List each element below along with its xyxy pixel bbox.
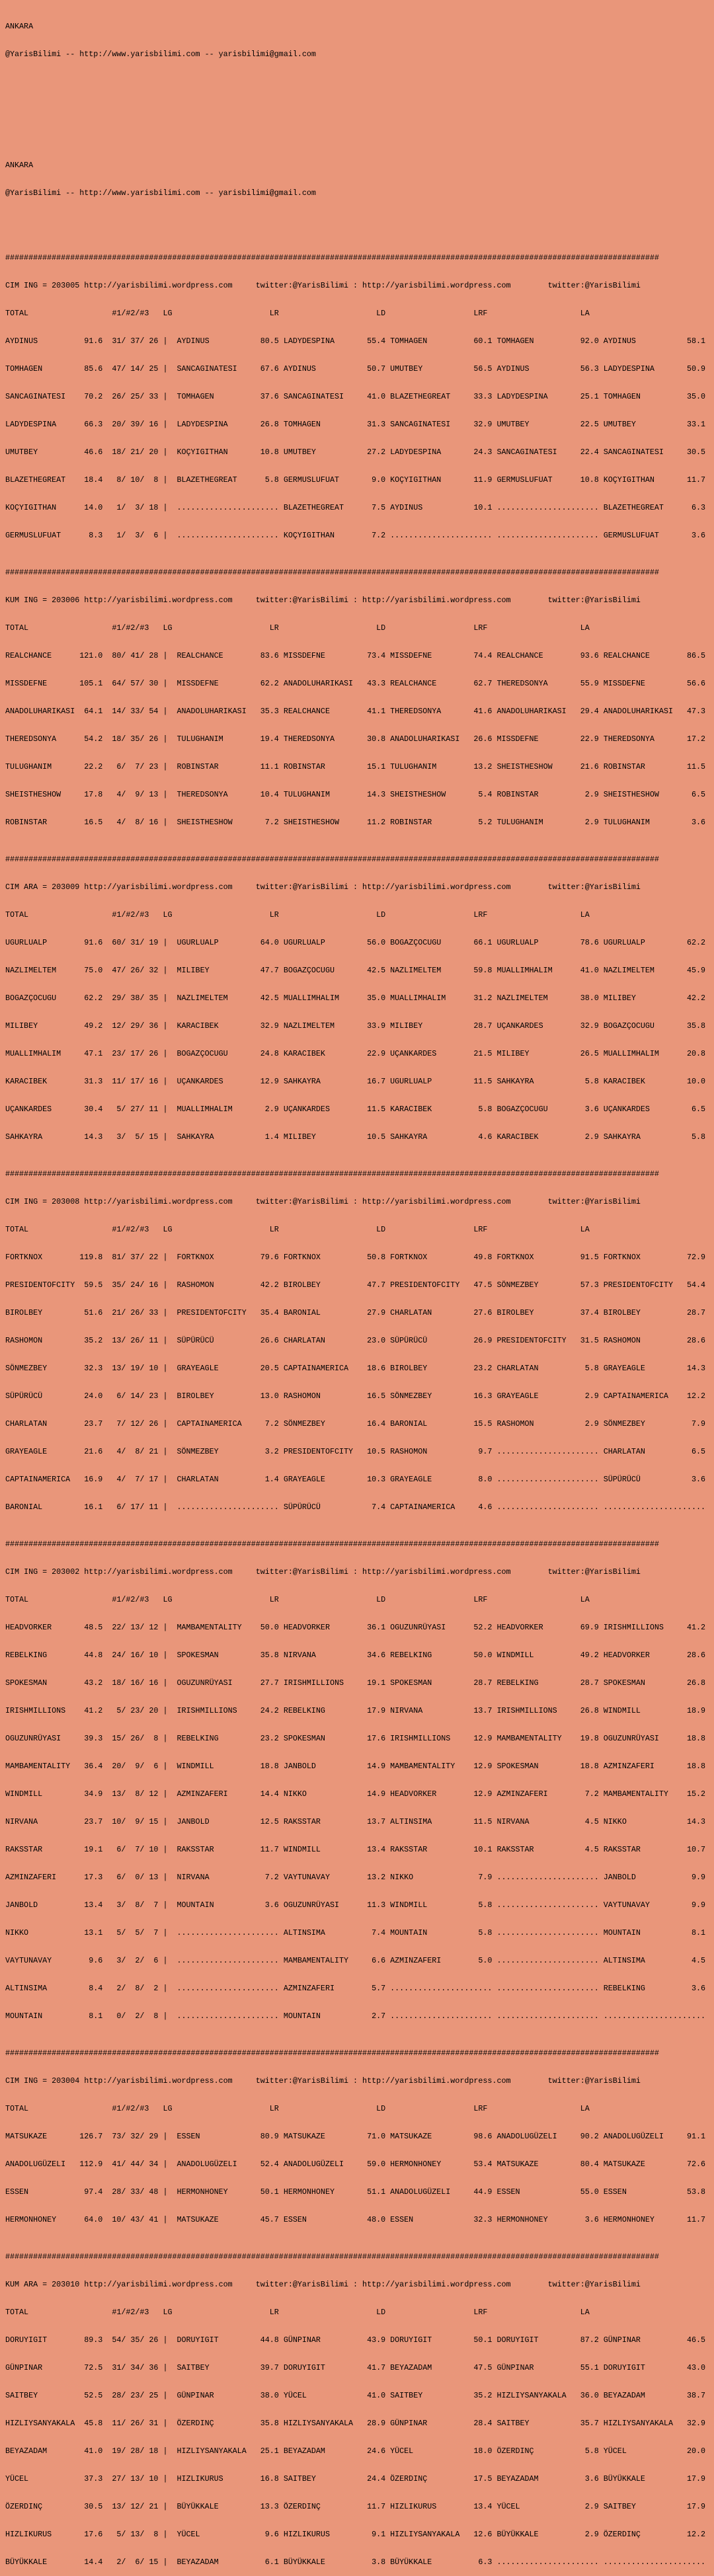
table-row: GÜNPINAR 72.5 31/ 34/ 36 | SAITBEY 39.7 DORUYIGIT 41.7 BEYAZADAM 47.5 GÜNPINAR 55.1 DORUYIGIT 43.0 xyxy=(5,2363,706,2372)
table-row: LADYDESPINA 66.3 20/ 39/ 16 | LADYDESPINA 26.8 TOMHAGEN 31.3 SANCAGINATESI 32.9 UMUTBEY 22.5 UMUTBEY 33.1 xyxy=(5,420,706,429)
table-row: SÖNMEZBEY 32.3 13/ 19/ 10 | GRAYEAGLE 20.5 CAPTAINAMERICA 18.6 BIROLBEY 23.2 CHARLATAN 5.8 GRAYEAGLE 14.3 xyxy=(5,1364,706,1373)
race-header: CIM ING = 203008 http://yarisbilimi.wordpress.com twitter:@YarisBilimi : http://yarisbilimi.wordpress.com twitter:@YarisBilimi xyxy=(5,1197,641,1206)
column-header: TOTAL #1/#2/#3 LG LR LD LRF LA xyxy=(5,2104,590,2113)
separator-line: ############################################################################################################################################# xyxy=(5,1540,659,1549)
column-header: TOTAL #1/#2/#3 LG LR LD LRF LA xyxy=(5,2308,590,2317)
race-header: CIM ARA = 203009 http://yarisbilimi.wordpress.com twitter:@YarisBilimi : http://yarisbilimi.wordpress.com twitter:@YarisBilimi xyxy=(5,882,641,892)
table-row: GERMUSLUFUAT 8.3 1/ 3/ 6 | ...................... KOÇYIGITHAN 7.2 ...................... ...................... GERMUSLUFUAT 3.6 xyxy=(5,531,706,540)
table-row: FORTKNOX 119.8 81/ 37/ 22 | FORTKNOX 79.6 FORTKNOX 50.8 FORTKNOX 49.8 FORTKNOX 91.5 FORTKNOX 72.9 xyxy=(5,1253,706,1262)
blank-line xyxy=(5,77,714,87)
table-row: UGURLUALP 91.6 60/ 31/ 19 | UGURLUALP 64.0 UGURLUALP 56.0 BOGAZÇOCUGU 66.1 UGURLUALP 78.6 UGURLUALP 62.2 xyxy=(5,938,706,947)
table-row: DORUYIGIT 89.3 54/ 35/ 26 | DORUYIGIT 44.8 GÜNPINAR 43.9 DORUYIGIT 50.1 DORUYIGIT 87.2 GÜNPINAR 46.5 xyxy=(5,2335,706,2345)
table-row: WINDMILL 34.9 13/ 8/ 12 | AZMINZAFERI 14.4 NIKKO 14.9 HEADVORKER 12.9 AZMINZAFERI 7.2 MAMBAMENTALITY 15.2 xyxy=(5,1789,706,1799)
race-header: CIM ING = 203005 http://yarisbilimi.wordpress.com twitter:@YarisBilimi : http://yarisbilimi.wordpress.com twitter:@YarisBilimi xyxy=(5,281,641,290)
table-row: REALCHANCE 121.0 80/ 41/ 28 | REALCHANCE 83.6 MISSDEFNE 73.4 MISSDEFNE 74.4 REALCHANCE 93.6 REALCHANCE 86.5 xyxy=(5,651,706,660)
table-row: BIROLBEY 51.6 21/ 26/ 33 | PRESIDENTOFCITY 35.4 BARONIAL 27.9 CHARLATAN 27.6 BIROLBEY 37.4 BIROLBEY 28.7 xyxy=(5,1308,706,1317)
column-header: TOTAL #1/#2/#3 LG LR LD LRF LA xyxy=(5,623,590,633)
race-header: KUM ING = 203006 http://yarisbilimi.wordpress.com twitter:@YarisBilimi : http://yarisbilimi.wordpress.com twitter:@YarisBilimi xyxy=(5,596,641,605)
table-row: TOMHAGEN 85.6 47/ 14/ 25 | SANCAGINATESI 67.6 AYDINUS 50.7 UMUTBEY 56.5 AYDINUS 56.3 LADYDESPINA 50.9 xyxy=(5,364,706,373)
column-header: TOTAL #1/#2/#3 LG LR LD LRF LA xyxy=(5,309,590,318)
race-header: CIM ING = 203004 http://yarisbilimi.wordpress.com twitter:@YarisBilimi : http://yarisbilimi.wordpress.com twitter:@YarisBilimi xyxy=(5,2076,641,2086)
table-row: NIKKO 13.1 5/ 5/ 7 | ...................... ALTINSIMA 7.4 MOUNTAIN 5.8 ...................... MOUNTAIN 8.1 xyxy=(5,1928,706,1937)
table-row: ALTINSIMA 8.4 2/ 8/ 2 | ...................... AZMINZAFERI 5.7 ...................... ...................... REBELKING 3.6 xyxy=(5,1984,706,1993)
table-row: SAITBEY 52.5 28/ 23/ 25 | GÜNPINAR 38.0 YÜCEL 41.0 SAITBEY 35.2 HIZLIYSANYAKALA 36.0 BEYAZADAM 38.7 xyxy=(5,2391,706,2400)
table-row: ANADOLUGÜZELI 112.9 41/ 44/ 34 | ANADOLUGÜZELI 52.4 ANADOLUGÜZELI 59.0 HERMONHONEY 53.4 MATSUKAZE 80.4 MATSUKAZE 72.6 xyxy=(5,2160,706,2169)
table-row: MATSUKAZE 126.7 73/ 32/ 29 | ESSEN 80.9 MATSUKAZE 71.0 MATSUKAZE 98.6 ANADOLUGÜZELI 90.2 ANADOLUGÜZELI 91.1 xyxy=(5,2132,706,2141)
table-row: BLAZETHEGREAT 18.4 8/ 10/ 8 | BLAZETHEGREAT 5.8 GERMUSLUFUAT 9.0 KOÇYIGITHAN 11.9 GERMUSLUFUAT 10.8 KOÇYIGITHAN 11.7 xyxy=(5,475,706,485)
table-row: MISSDEFNE 105.1 64/ 57/ 30 | MISSDEFNE 62.2 ANADOLUHARIKASI 43.3 REALCHANCE 62.7 THEREDSONYA 55.9 MISSDEFNE 56.6 xyxy=(5,679,706,688)
table-row: SHEISTHESHOW 17.8 4/ 9/ 13 | THEREDSONYA 10.4 TULUGHANIM 14.3 SHEISTHESHOW 5.4 ROBINSTAR 2.9 SHEISTHESHOW 6.5 xyxy=(5,790,706,799)
table-row: NAZLIMELTEM 75.0 47/ 26/ 32 | MILIBEY 47.7 BOGAZÇOCUGU 42.5 NAZLIMELTEM 59.8 MUALLIMHALIM 41.0 NAZLIMELTEM 45.9 xyxy=(5,966,706,975)
race-header: KUM ARA = 203010 http://yarisbilimi.wordpress.com twitter:@YarisBilimi : http://yarisbilimi.wordpress.com twitter:@YarisBilimi xyxy=(5,2280,641,2289)
table-row: BÜYÜKKALE 14.4 2/ 6/ 15 | BEYAZADAM 6.1 BÜYÜKKALE 3.8 BÜYÜKKALE 6.3 ...................... ...................... xyxy=(5,2557,706,2567)
table-row: OGUZUNRÜYASI 39.3 15/ 26/ 8 | REBELKING 23.2 SPOKESMAN 17.6 IRISHMILLIONS 12.9 MAMBAMENTALITY 19.8 OGUZUNRÜYASI 18.8 xyxy=(5,1734,706,1743)
table-row: HEADVORKER 48.5 22/ 13/ 12 | MAMBAMENTALITY 50.0 HEADVORKER 36.1 OGUZUNRÜYASI 52.2 HEADVORKER 69.9 IRISHMILLIONS 41.2 xyxy=(5,1623,706,1632)
blank-line xyxy=(5,133,714,142)
table-row: KARACIBEK 31.3 11/ 17/ 16 | UÇANKARDES 12.9 SAHKAYRA 16.7 UGURLUALP 11.5 SAHKAYRA 5.8 KARACIBEK 10.0 xyxy=(5,1077,706,1086)
table-row: UMUTBEY 46.6 18/ 21/ 20 | KOÇYIGITHAN 10.8 UMUTBEY 27.2 LADYDESPINA 24.3 SANCAGINATESI 22.4 SANCAGINATESI 30.5 xyxy=(5,448,706,457)
column-header: TOTAL #1/#2/#3 LG LR LD LRF LA xyxy=(5,1595,590,1604)
table-row: IRISHMILLIONS 41.2 5/ 23/ 20 | IRISHMILLIONS 24.2 REBELKING 17.9 NIRVANA 13.7 IRISHMILLIONS 26.8 WINDMILL 18.9 xyxy=(5,1706,706,1715)
table-row: SAHKAYRA 14.3 3/ 5/ 15 | SAHKAYRA 1.4 MILIBEY 10.5 SAHKAYRA 4.6 KARACIBEK 2.9 SAHKAYRA 5.8 xyxy=(5,1132,706,1142)
table-row: BOGAZÇOCUGU 62.2 29/ 38/ 35 | NAZLIMELTEM 42.5 MUALLIMHALIM 35.0 MUALLIMHALIM 31.2 NAZLIMELTEM 38.0 MILIBEY 42.2 xyxy=(5,994,706,1003)
table-row: ESSEN 97.4 28/ 33/ 48 | HERMONHONEY 50.1 HERMONHONEY 51.1 ANADOLUGÜZELI 44.9 ESSEN 55.0 ESSEN 53.8 xyxy=(5,2187,706,2197)
table-row: SÜPÜRÜCÜ 24.0 6/ 14/ 23 | BIROLBEY 13.0 RASHOMON 16.5 SÖNMEZBEY 16.3 GRAYEAGLE 2.9 CAPTAINAMERICA 12.2 xyxy=(5,1391,706,1401)
table-row: AYDINUS 91.6 31/ 37/ 26 | AYDINUS 80.5 LADYDESPINA 55.4 TOMHAGEN 60.1 TOMHAGEN 92.0 AYDINUS 58.1 xyxy=(5,336,706,346)
table-row: REBELKING 44.8 24/ 16/ 10 | SPOKESMAN 35.8 NIRVANA 34.6 REBELKING 50.0 WINDMILL 49.2 HEADVORKER 28.6 xyxy=(5,1651,706,1660)
separator-line: ############################################################################################################################################# xyxy=(5,253,659,262)
table-row: UÇANKARDES 30.4 5/ 27/ 11 | MUALLIMHALIM 2.9 UÇANKARDES 11.5 KARACIBEK 5.8 BOGAZÇOCUGU 3.6 UÇANKARDES 6.5 xyxy=(5,1105,706,1114)
blank-line xyxy=(5,216,714,225)
table-row: MILIBEY 49.2 12/ 29/ 36 | KARACIBEK 32.9 NAZLIMELTEM 33.9 MILIBEY 28.7 UÇANKARDES 32.9 BOGAZÇOCUGU 35.8 xyxy=(5,1021,706,1031)
table-row: YÜCEL 37.3 27/ 13/ 10 | HIZLIKURUS 16.8 SAITBEY 24.4 ÖZERDINÇ 17.5 BEYAZADAM 3.6 BÜYÜKKALE 17.9 xyxy=(5,2474,706,2483)
table-row: MOUNTAIN 8.1 0/ 2/ 8 | ...................... MOUNTAIN 2.7 ...................... ...................... ...................... xyxy=(5,2011,706,2021)
header-contact: @YarisBilimi -- http://www.yarisbilimi.com -- yarisbilimi@gmail.com xyxy=(5,50,316,59)
table-row: BEYAZADAM 41.0 19/ 28/ 18 | HIZLIYSANYAKALA 25.1 BEYAZADAM 24.6 YÜCEL 18.0 ÖZERDINÇ 5.8 YÜCEL 20.0 xyxy=(5,2446,706,2456)
table-row: VAYTUNAVAY 9.6 3/ 2/ 6 | ...................... MAMBAMENTALITY 6.6 AZMINZAFERI 5.0 ...................... ALTINSIMA 4.5 xyxy=(5,1956,706,1965)
table-row: SPOKESMAN 43.2 18/ 16/ 16 | OGUZUNRÜYASI 27.7 IRISHMILLIONS 19.1 SPOKESMAN 28.7 REBELKING 28.7 SPOKESMAN 26.8 xyxy=(5,1678,706,1688)
table-row: HIZLIKURUS 17.6 5/ 13/ 8 | YÜCEL 9.6 HIZLIKURUS 9.1 HIZLIYSANYAKALA 12.6 BÜYÜKKALE 2.9 ÖZERDINÇ 12.2 xyxy=(5,2530,706,2539)
table-row: SANCAGINATESI 70.2 26/ 25/ 33 | TOMHAGEN 37.6 SANCAGINATESI 41.0 BLAZETHEGREAT 33.3 LADYDESPINA 25.1 TOMHAGEN 35.0 xyxy=(5,392,706,401)
table-row: THEREDSONYA 54.2 18/ 35/ 26 | TULUGHANIM 19.4 THEREDSONYA 30.8 ANADOLUHARIKASI 26.6 MISSDEFNE 22.9 THEREDSONYA 17.2 xyxy=(5,734,706,744)
separator-line: ############################################################################################################################################# xyxy=(5,2049,659,2058)
separator-line: ############################################################################################################################################# xyxy=(5,855,659,864)
table-row: CAPTAINAMERICA 16.9 4/ 7/ 17 | CHARLATAN 1.4 GRAYEAGLE 10.3 GRAYEAGLE 8.0 ...................... SÜPÜRÜCÜ 3.6 xyxy=(5,1475,706,1484)
table-row: RASHOMON 35.2 13/ 26/ 11 | SÜPÜRÜCÜ 26.6 CHARLATAN 23.0 SÜPÜRÜCÜ 26.9 PRESIDENTOFCITY 31.5 RASHOMON 28.6 xyxy=(5,1336,706,1345)
header-contact: @YarisBilimi -- http://www.yarisbilimi.com -- yarisbilimi@gmail.com xyxy=(5,188,316,198)
separator-line: ############################################################################################################################################# xyxy=(5,2252,659,2261)
table-row: KOÇYIGITHAN 14.0 1/ 3/ 18 | ...................... BLAZETHEGREAT 7.5 AYDINUS 10.1 ...................... BLAZETHEGREAT 6.3 xyxy=(5,503,706,512)
column-header: TOTAL #1/#2/#3 LG LR LD LRF LA xyxy=(5,910,590,919)
table-row: NIRVANA 23.7 10/ 9/ 15 | JANBOLD 12.5 RAKSSTAR 13.7 ALTINSIMA 11.5 NIRVANA 4.5 NIKKO 14.3 xyxy=(5,1817,706,1826)
table-row: PRESIDENTOFCITY 59.5 35/ 24/ 16 | RASHOMON 42.2 BIROLBEY 47.7 PRESIDENTOFCITY 47.5 SÖNMEZBEY 57.3 PRESIDENTOFCITY 54.4 xyxy=(5,1280,706,1290)
table-row: MUALLIMHALIM 47.1 23/ 17/ 26 | BOGAZÇOCUGU 24.8 KARACIBEK 22.9 UÇANKARDES 21.5 MILIBEY 26.5 MUALLIMHALIM 20.8 xyxy=(5,1049,706,1058)
table-row: BARONIAL 16.1 6/ 17/ 11 | ...................... SÜPÜRÜCÜ 7.4 CAPTAINAMERICA 4.6 ...................... ...................... xyxy=(5,1503,706,1512)
separator-line: ############################################################################################################################################# xyxy=(5,1169,659,1179)
column-header: TOTAL #1/#2/#3 LG LR LD LRF LA xyxy=(5,1225,590,1234)
header-city: ANKARA xyxy=(5,161,34,170)
table-row: AZMINZAFERI 17.3 6/ 0/ 13 | NIRVANA 7.2 VAYTUNAVAY 13.2 NIKKO 7.9 ...................... JANBOLD 9.9 xyxy=(5,1873,706,1882)
table-row: TULUGHANIM 22.2 6/ 7/ 23 | ROBINSTAR 11.1 ROBINSTAR 15.1 TULUGHANIM 13.2 SHEISTHESHOW 21.6 ROBINSTAR 11.5 xyxy=(5,762,706,771)
table-row: MAMBAMENTALITY 36.4 20/ 9/ 6 | WINDMILL 18.8 JANBOLD 14.9 MAMBAMENTALITY 12.9 SPOKESMAN 18.8 AZMINZAFERI 18.8 xyxy=(5,1762,706,1771)
table-row: HIZLIYSANYAKALA 45.8 11/ 26/ 31 | ÖZERDINÇ 35.8 HIZLIYSANYAKALA 28.9 GÜNPINAR 28.4 SAITBEY 35.7 HIZLIYSANYAKALA 32.9 xyxy=(5,2419,706,2428)
separator-line: ############################################################################################################################################# xyxy=(5,568,659,577)
table-row: RAKSSTAR 19.1 6/ 7/ 10 | RAKSSTAR 11.7 WINDMILL 13.4 RAKSSTAR 10.1 RAKSSTAR 4.5 RAKSSTAR 10.7 xyxy=(5,1845,706,1854)
table-row: CHARLATAN 23.7 7/ 12/ 26 | CAPTAINAMERICA 7.2 SÖNMEZBEY 16.4 BARONIAL 15.5 RASHOMON 2.9 SÖNMEZBEY 7.9 xyxy=(5,1419,706,1428)
table-row: HERMONHONEY 64.0 10/ 43/ 41 | MATSUKAZE 45.7 ESSEN 48.0 ESSEN 32.3 HERMONHONEY 3.6 HERMONHONEY 11.7 xyxy=(5,2215,706,2224)
table-row: GRAYEAGLE 21.6 4/ 8/ 21 | SÖNMEZBEY 3.2 PRESIDENTOFCITY 10.5 RASHOMON 9.7 ...................... CHARLATAN 6.5 xyxy=(5,1447,706,1456)
table-row: ÖZERDINÇ 30.5 13/ 12/ 21 | BÜYÜKKALE 13.3 ÖZERDINÇ 11.7 HIZLIKURUS 13.4 YÜCEL 2.9 SAITBEY 17.9 xyxy=(5,2502,706,2511)
table-row: ANADOLUHARIKASI 64.1 14/ 33/ 54 | ANADOLUHARIKASI 35.3 REALCHANCE 41.1 THEREDSONYA 41.6 ANADOLUHARIKASI 29.4 ANADOLUHARIKASI 47.3 xyxy=(5,707,706,716)
table-row: JANBOLD 13.4 3/ 8/ 7 | MOUNTAIN 3.6 OGUZUNRÜYASI 11.3 WINDMILL 5.8 ...................... VAYTUNAVAY 9.9 xyxy=(5,1900,706,1910)
race-header: CIM ING = 203002 http://yarisbilimi.wordpress.com twitter:@YarisBilimi : http://yarisbilimi.wordpress.com twitter:@YarisBilimi xyxy=(5,1567,641,1577)
blank-line xyxy=(5,105,714,114)
table-row: ROBINSTAR 16.5 4/ 8/ 16 | SHEISTHESHOW 7.2 SHEISTHESHOW 11.2 ROBINSTAR 5.2 TULUGHANIM 2.9 TULUGHANIM 3.6 xyxy=(5,818,706,827)
header-city: ANKARA xyxy=(5,22,34,31)
